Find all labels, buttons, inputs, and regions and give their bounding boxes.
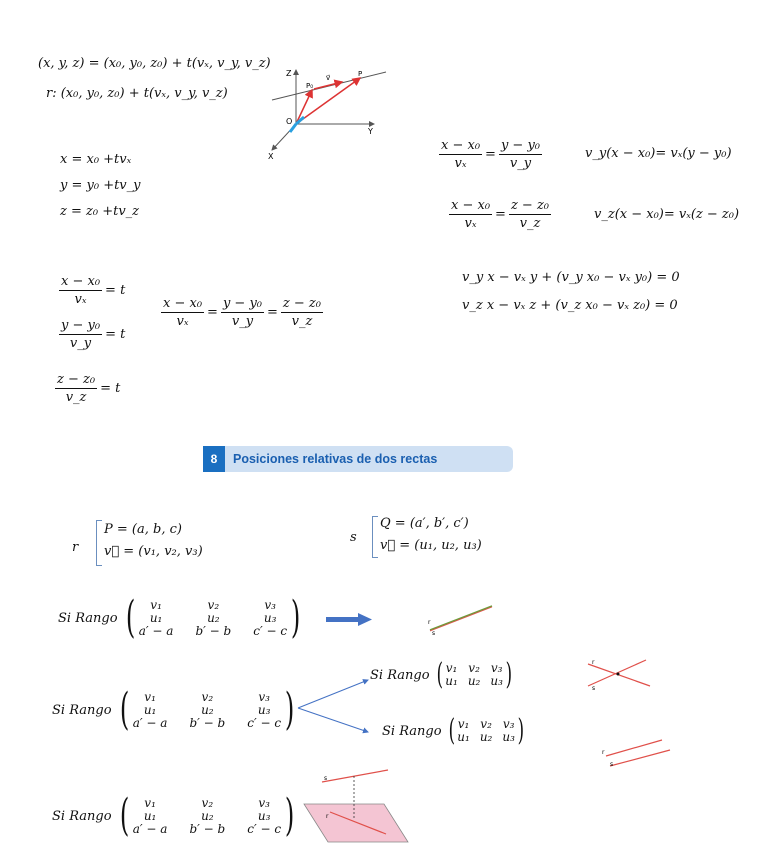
rank-condition-2 [52, 684, 298, 735]
cross-product-xy: v_y(x − x₀)= vₓ(y − y₀) [585, 146, 732, 161]
implicit-equation-1: v_y x − vₓ y + (v_y x₀ − vₓ y₀) = 0 [462, 270, 680, 285]
line-3d-diagram [262, 62, 392, 162]
svg-text:s: s [432, 630, 436, 636]
p2-num-a: x − x₀ [451, 198, 491, 213]
brace-s [372, 516, 378, 558]
fy-num: y − y₀ [61, 318, 101, 333]
brace-r [96, 520, 102, 566]
fz-num: z − z₀ [57, 372, 96, 387]
parallel-lines-sketch [600, 734, 674, 770]
c2-num: y − y₀ [222, 296, 263, 311]
fraction-y-equals-t [56, 318, 125, 351]
p1-num-b: y − y₀ [500, 138, 541, 153]
param-eq-z: z = z₀ +tv_z [60, 204, 140, 219]
equals-sign: = [495, 207, 506, 222]
svg-text:r: r [592, 659, 595, 666]
implicit-equation-2: v_z x − vₓ z + (v_z x₀ − vₓ z₀) = 0 [462, 298, 678, 313]
axis-z-label: Z [286, 69, 292, 78]
line-r-label: r [72, 540, 79, 555]
rank-condition-1 [58, 592, 304, 643]
rank-matrix-3x3: ( v₁ v₂ v₃ u₁ u₂ u₃ a′ − a b′ − b c′ − c ) [119, 684, 295, 735]
section-title: Posiciones relativas de dos rectas [233, 452, 438, 466]
svg-text:r: r [326, 813, 329, 820]
param-eq-y: y = y₀ +tv_y [60, 178, 141, 193]
equals-sign: = [267, 305, 278, 320]
svg-text:s: s [324, 775, 328, 782]
vector-v-label: v⃗ [326, 74, 331, 82]
rank-label: Si Rango [382, 723, 442, 739]
rank-subcondition-1 [370, 657, 515, 692]
section-number: 8 [203, 446, 225, 472]
param-eq-x: x = x₀ +tvₓ [60, 152, 132, 167]
rank-matrix-2x3: ( v₁ v₂ v₃ u₁ u₂ u₃ ) [436, 657, 513, 692]
plane-shape [304, 804, 408, 842]
line-r-point: P = (a, b, c) [104, 522, 182, 537]
branch-arrows [296, 672, 376, 742]
svg-text:s: s [592, 685, 596, 692]
rank-subcondition-2 [382, 713, 527, 748]
intersecting-lines-sketch [584, 656, 654, 692]
fz-den: v_z [65, 390, 87, 405]
c1-den: vₓ [176, 314, 189, 329]
rank-matrix-2x3: ( v₁ v₂ v₃ u₁ u₂ u₃ ) [448, 713, 525, 748]
line-r-vector: v⃗ = (v₁, v₂, v₃) [104, 544, 203, 559]
origin-label: O [286, 117, 293, 126]
axis-y-label: Y [368, 127, 373, 136]
fx-den: vₓ [74, 292, 87, 307]
svg-text:s: s [610, 761, 614, 768]
rank-matrix-3x3: ( v₁ v₂ v₃ u₁ u₂ u₃ a′ − a b′ − b c′ − c ) [125, 592, 301, 643]
fx-num: x − x₀ [61, 274, 101, 289]
direction-vector [314, 82, 342, 89]
line-s-point: Q = (a′, b′, c′) [380, 516, 469, 531]
p2-den-b: v_z [519, 216, 541, 231]
fraction-z-equals-t [52, 372, 120, 405]
p2-num-b: z − z₀ [510, 198, 550, 213]
c3-num: z − z₀ [282, 296, 321, 311]
p2-den-a: vₓ [464, 216, 477, 231]
continuous-xy [436, 138, 545, 171]
equals-sign: = [207, 305, 218, 320]
matrix-grid: v₁ v₂ v₃ u₁ u₂ u₃ a′ − a b′ − b c′ − c [138, 597, 288, 638]
p1-den-a: vₓ [454, 156, 467, 171]
svg-text:r: r [602, 749, 605, 756]
rank-matrix-3x3: ( v₁ v₂ v₃ u₁ u₂ u₃ a′ − a b′ − b c′ − c ) [119, 790, 295, 841]
equals-sign: = [485, 147, 496, 162]
svg-text:r: r [428, 619, 431, 626]
fz-rhs: = t [100, 381, 121, 396]
vector-equation: (x, y, z) = (x₀, y₀, z₀) + t(vₓ, v_y, v_z) [38, 56, 271, 71]
rank-condition-3 [52, 790, 298, 841]
c3-den: v_z [291, 314, 313, 329]
continuous-xz [446, 198, 554, 231]
cross-product-xz: v_z(x − x₀)= vₓ(z − z₀) [594, 207, 740, 222]
fx-rhs: = t [105, 283, 126, 298]
c2-den: v_y [231, 314, 254, 329]
p1-num-a: x − x₀ [441, 138, 481, 153]
p1-den-b: v_y [509, 156, 532, 171]
rank-label: Si Rango [52, 808, 112, 824]
section-banner [203, 446, 513, 472]
point-p-label: P [358, 70, 363, 78]
continuous-equation [158, 296, 326, 329]
rank-label: Si Rango [52, 702, 112, 718]
skew-lines-sketch [300, 766, 412, 850]
fraction-x-equals-t [56, 274, 125, 307]
axis-x-label: X [268, 152, 274, 161]
coincident-lines-sketch [426, 600, 496, 636]
line-s-vector: v⃗ = (u₁, u₂, u₃) [380, 538, 482, 553]
line-s-label: s [350, 530, 357, 545]
line-r-equation: r: (x₀, y₀, z₀) + t(vₓ, v_y, v_z) [46, 86, 228, 101]
right-arrow-icon [326, 612, 374, 628]
c1-num: x − x₀ [163, 296, 203, 311]
fy-rhs: = t [105, 327, 126, 342]
rank-label: Si Rango [58, 610, 118, 626]
point-p0-label: P₀ [306, 82, 314, 90]
fy-den: v_y [69, 336, 92, 351]
rank-label: Si Rango [370, 667, 430, 683]
